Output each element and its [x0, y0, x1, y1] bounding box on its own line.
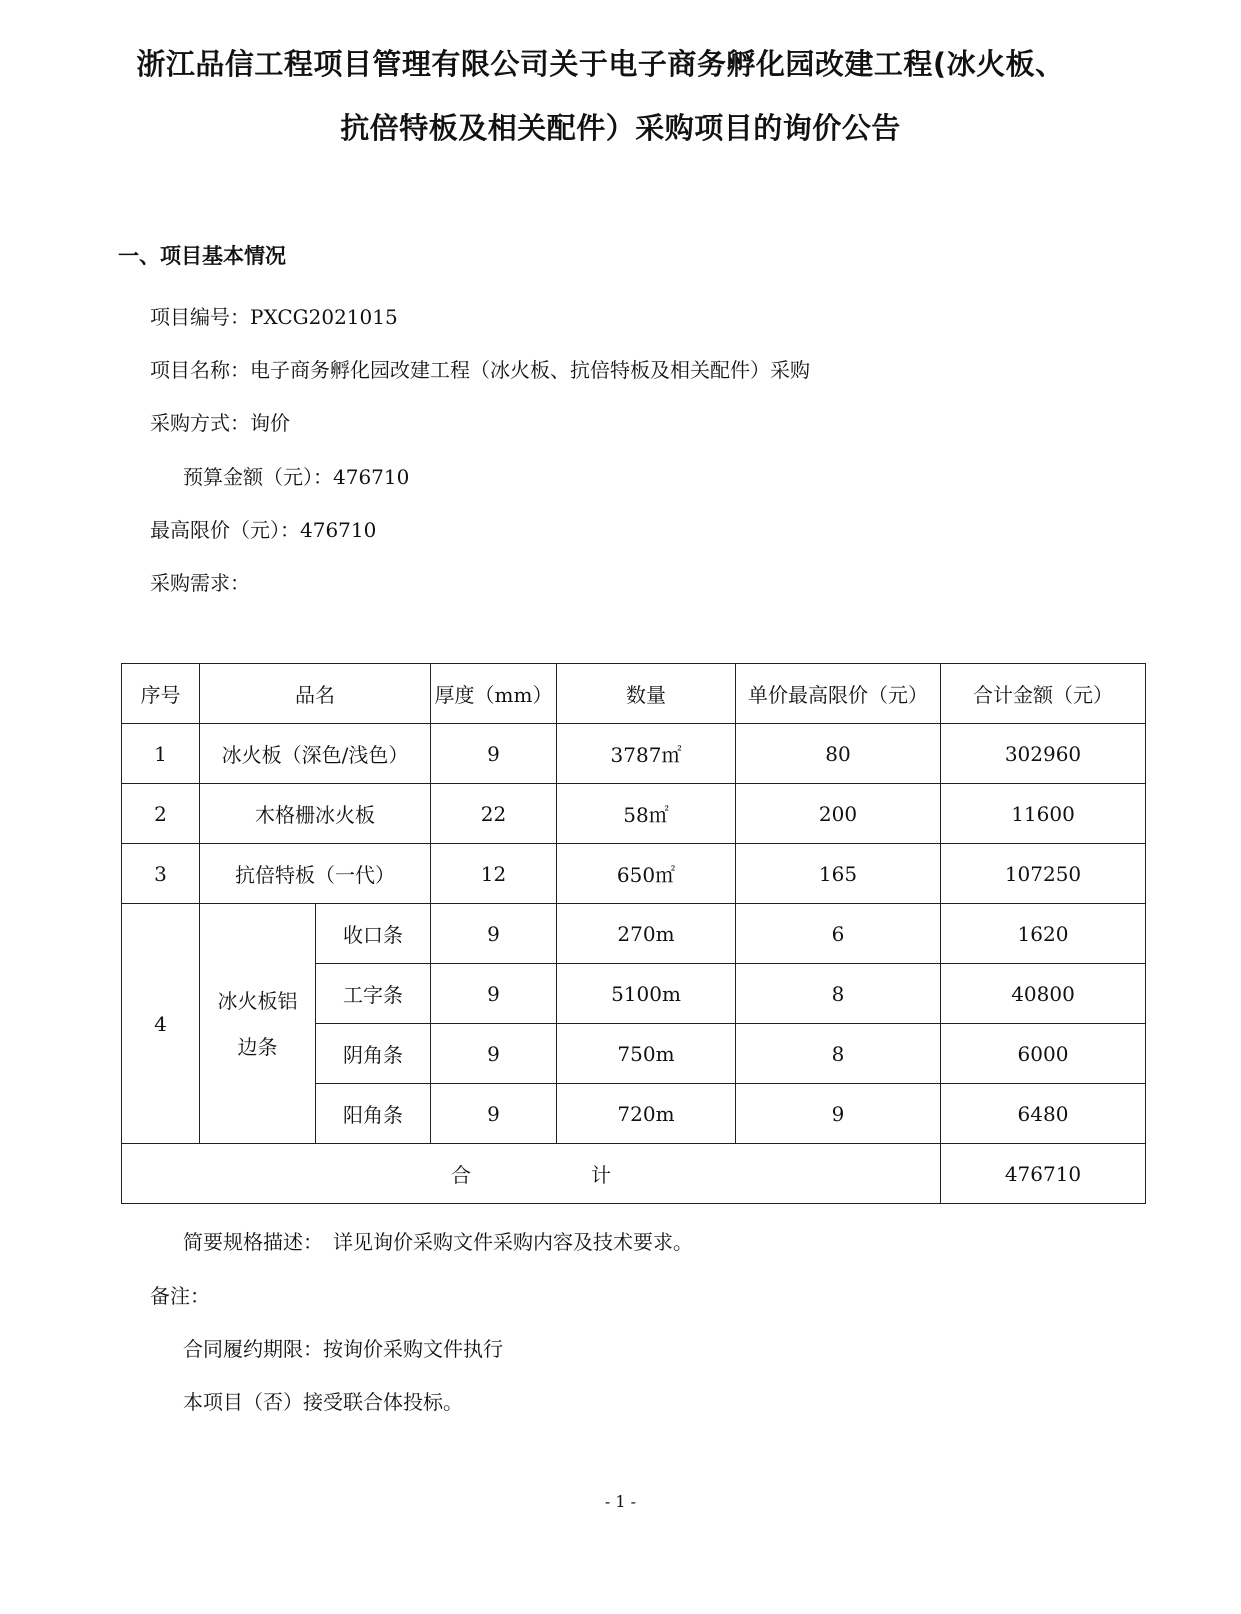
cell-qty: 5100m	[557, 964, 736, 1024]
group-name-line2: 边条	[237, 1034, 278, 1059]
procurement-method: 采购方式：询价	[150, 411, 290, 435]
table-sum-row	[122, 1144, 1146, 1204]
document-title-line2: 抗倍特板及相关配件）采购项目的询价公告	[340, 111, 901, 145]
cell-thickness: 9	[431, 1024, 557, 1084]
cell-total: 11600	[941, 784, 1146, 844]
table-header-row	[122, 664, 1146, 724]
cell-total: 302960	[941, 724, 1146, 784]
cell-total: 40800	[941, 964, 1146, 1024]
cell-qty: 270m	[557, 904, 736, 964]
cell-thickness: 22	[431, 784, 557, 844]
cell-qty: 3787㎡	[557, 724, 736, 784]
cell-subname: 阳角条	[316, 1084, 431, 1144]
cell-subname: 阴角条	[316, 1024, 431, 1084]
header-cell: 序号	[122, 664, 200, 724]
cell-thickness: 9	[431, 904, 557, 964]
contract-period: 合同履约期限：按询价采购文件执行	[183, 1337, 503, 1361]
cell-subname: 工字条	[316, 964, 431, 1024]
project-name: 项目名称：电子商务孵化园改建工程（冰火板、抗倍特板及相关配件）采购	[150, 358, 810, 382]
cell-subname: 收口条	[316, 904, 431, 964]
cell-unit-price: 165	[736, 844, 941, 904]
table-row	[122, 724, 1146, 784]
header-cell: 单价最高限价（元）	[736, 664, 941, 724]
cell-qty: 750m	[557, 1024, 736, 1084]
page-number: - 1 -	[604, 1492, 637, 1511]
budget-amount: 预算金额（元）：476710	[183, 465, 410, 489]
cell-name: 木格栅冰火板	[200, 784, 431, 844]
cell-name: 冰火板（深色/浅色）	[200, 724, 431, 784]
cell-group-name	[200, 904, 316, 1144]
max-price: 最高限价（元）：476710	[150, 518, 377, 542]
table-row	[122, 784, 1146, 844]
cell-no: 3	[122, 844, 200, 904]
cell-thickness: 12	[431, 844, 557, 904]
cell-unit-price: 6	[736, 904, 941, 964]
sum-label: 合 计	[122, 1144, 941, 1204]
cell-unit-price: 8	[736, 964, 941, 1024]
group-name-line1: 冰火板铝	[217, 988, 298, 1013]
cell-thickness: 9	[431, 964, 557, 1024]
cell-qty: 58㎡	[557, 784, 736, 844]
cell-no: 2	[122, 784, 200, 844]
remark-label: 备注：	[150, 1284, 210, 1308]
procurement-requirements: 采购需求：	[150, 571, 250, 595]
header-cell: 数量	[557, 664, 736, 724]
cell-unit-price: 9	[736, 1084, 941, 1144]
project-number: 项目编号：PXCG2021015	[150, 305, 398, 329]
cell-qty: 650㎡	[557, 844, 736, 904]
document-title-line1: 浙江品信工程项目管理有限公司关于电子商务孵化园改建工程(冰火板、	[136, 47, 1065, 81]
spec-description: 简要规格描述： 详见询价采购文件采购内容及技术要求。	[183, 1230, 693, 1254]
cell-qty: 720m	[557, 1084, 736, 1144]
cell-unit-price: 8	[736, 1024, 941, 1084]
cell-unit-price: 80	[736, 724, 941, 784]
procurement-table	[121, 663, 1146, 1204]
sum-total: 476710	[941, 1144, 1146, 1204]
header-cell: 品名	[200, 664, 431, 724]
cell-no: 1	[122, 724, 200, 784]
cell-total: 107250	[941, 844, 1146, 904]
cell-total: 1620	[941, 904, 1146, 964]
header-cell: 合计金额（元）	[941, 664, 1146, 724]
header-cell: 厚度（mm）	[431, 664, 557, 724]
consortium-note: 本项目（否）接受联合体投标。	[183, 1390, 463, 1414]
table-row	[122, 904, 1146, 964]
cell-unit-price: 200	[736, 784, 941, 844]
cell-thickness: 9	[431, 1084, 557, 1144]
cell-total: 6480	[941, 1084, 1146, 1144]
table-row	[122, 844, 1146, 904]
cell-no: 4	[122, 904, 200, 1144]
section-heading: 一、项目基本情况	[118, 244, 286, 268]
cell-thickness: 9	[431, 724, 557, 784]
cell-total: 6000	[941, 1024, 1146, 1084]
cell-name: 抗倍特板（一代）	[200, 844, 431, 904]
